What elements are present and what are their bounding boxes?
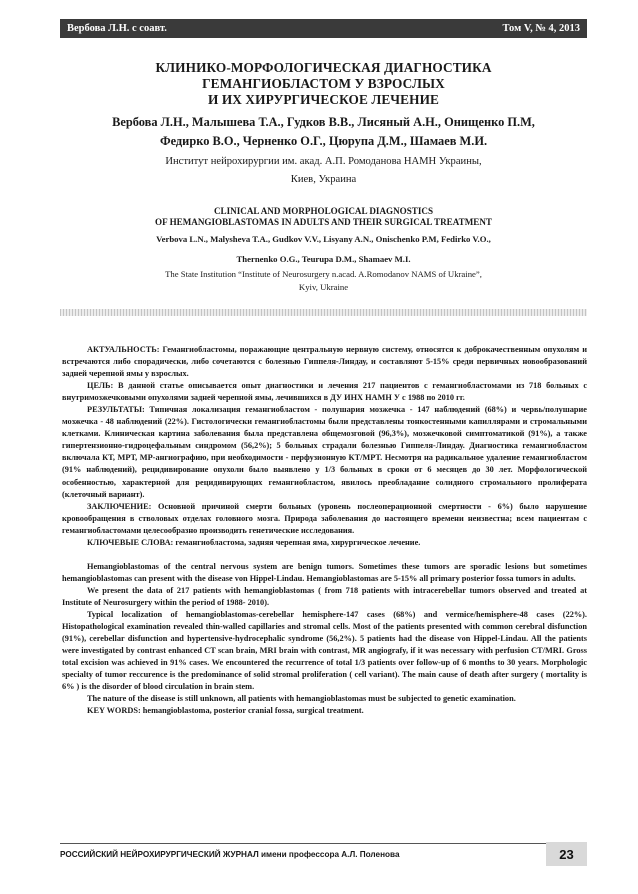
abstract-en-data: We present the data of 217 patients with hemangioblastomas ( from 718 patients with intracerebellar tumors observed and treated at Institute of Neurosurgery within the period of 1988- 2010). <box>62 585 587 607</box>
russian-title-line: И ИХ ХИРУРГИЧЕСКОЕ ЛЕЧЕНИЕ <box>208 92 439 107</box>
russian-institution-line: Киев, Украина <box>290 174 357 185</box>
russian-authors <box>60 113 587 151</box>
footer-journal-name: РОССИЙСКИЙ НЕЙРОХИРУРГИЧЕСКИЙ ЖУРНАЛ имени профессора А.Л. Поленова <box>60 850 400 859</box>
abstract-spacer <box>62 549 587 561</box>
abstract-ru-relevance: АКТУАЛЬНОСТЬ: Гемангиобластомы, поражающие центральную нервную систему, относятся к доброкачественным опухолям и встречаются либо спорадически, либо сочетаются с болезнью Гиппеля-Линдау, и составляют 5-15% среди первичных новообразований задней черепной ямы у взрослых. <box>62 345 587 379</box>
russian-title-line: КЛИНИКО-МОРФОЛОГИЧЕСКАЯ ДИАГНОСТИКА <box>155 60 492 75</box>
page-number: 23 <box>546 842 587 866</box>
abstract-en-keywords: KEY WORDS: hemangioblastoma, posterior cranial fossa, surgical treatment. <box>87 706 364 716</box>
english-institution <box>60 268 587 294</box>
english-title-line: CLINICAL AND MORPHOLOGICAL DIAGNOSTICS <box>213 206 434 216</box>
russian-authors-line: Вербова Л.Н., Малышева Т.А., Гудков В.В., Лисяный А.Н., Онищенко П.М, <box>112 115 535 129</box>
english-title-line: OF HEMANGIOBLASTOMAS IN ADULTS AND THEIR SURGICAL TREATMENT <box>155 217 492 227</box>
english-authors-line: Verbova L.N., Malysheva T.A., Gudkov V.V., Lisyany A.N., Onischenko P.M, Fedirko V.O., <box>156 234 491 244</box>
abstract-en-intro: Hemangioblastomas of the central nervous system are benign tumors. Sometimes these tumors are sporadic lesions but sometimes hemangioblastomas can present with the disease von Hippel-Lindau. Hemangioblastomas are 5-15% all primary posterior fossa tumors in adults. <box>62 561 587 583</box>
abstract-en-conclusion: The nature of the disease is still unknown, all patients with hemangioblastomas must be subjected to genetic examination. <box>87 694 516 704</box>
abstract-ru-keywords: КЛЮЧЕВЫЕ СЛОВА: гемангиобластома, задняя черепная яма, хирургическое лечение. <box>87 537 421 547</box>
running-header-authors: Вербова Л.Н. с соавт. <box>67 23 167 34</box>
russian-title-line: ГЕМАНГИОБЛАСТОМ У ВЗРОСЛЫХ <box>202 76 445 91</box>
english-authors-line: Thernenko O.G., Teurupa D.M., Shamaev M.I. <box>236 254 411 264</box>
russian-institution-line: Институт нейрохирургии им. акад. А.П. Ромоданова НАМН Украины, <box>165 156 482 167</box>
abstract-ru-results: РЕЗУЛЬТАТЫ: Типичная локализация гемангиобластом - полушария мозжечка - 147 наблюдений (68%) и червь/полушарие мозжечка - 48 наблюдений (22%). Гистологически гемангиобластомы были представлены тонкостенными капиллярами и стромальными клетками. Клиническая картина заболевания была представлена общемозговой (96,3%), мозжечковой симптоматикой (91%), а также гипертензионно-гидроцефальным синдромом (56,2%); 5 больных страдали болезнью Гиппеля-Линдау. Диагностика гемангиобластом включала КТ, МРТ, МР-ангиографию, при необходимости - перфузионную КТ/МРТ. Несмотря на радикальное удаление гемангиобластом (91% наблюдений), рецидивирование опухоли было выявлено у 1/3 больных в сроки от 6 месяцев до 30 лет. Морфологической особенностью, характерной для рецидивирующих гемангиобластом, явилось преобладание солидного стромального пролиферата (клеточный вариант). <box>62 405 587 499</box>
english-title <box>60 206 587 228</box>
english-authors <box>60 233 587 265</box>
abstract-ru-aim: ЦЕЛЬ: В данной статье описывается опыт диагностики и лечения 217 пациентов с гемангиобластомами из 718 больных с внутримозжечковыми опухолями задней черепной ямы, лечившихся в ДУ ИНХ НАМН У с 1988 по 2010 гг. <box>62 381 587 403</box>
russian-title <box>60 60 587 108</box>
running-header <box>60 19 587 38</box>
russian-authors-line: Федирко В.О., Черненко О.Г., Цюрупа Д.М., Шамаев М.И. <box>159 134 488 148</box>
section-divider <box>60 309 587 316</box>
abstract-en-results: Typical localization of hemangioblastomas-cerebellar hemisphere-147 cases (68%) and vermice/hemisphere-48 cases (22%). Histopathological examination revealed thin-walled capillaries and stromal cells. Most of the patients presented with common cerebral disfunction (91%), cerebellar disfunction and hypertensive-hydrocephalic syndrome (56,2%). 5 patients had the disease von Hippel-Lindau. All the patients were investigated by contrast enhanced CT scan brain, MRI brain with contrast, MR angiografy, if it was necessary with perfusion CT/MRI. Gross total excision was achieved in 91% cases. We encountered the recurrence of total 1/3 patients over follow-up of 6 months to 30 years. Morphologic specialty of tumor reccurence is the predominance of solid stromal proliferation ( cell variant). The main cause of death after surgery ( mortality is 6% ) is the disorder of blood circulation in brain stem. <box>62 609 587 692</box>
abstract <box>62 344 587 717</box>
abstract-ru-conclusion: ЗАКЛЮЧЕНИЕ: Основной причиной смерти больных (уровень послеоперационной смертности - 6%) было нарушение кровообращения в стволовых отделах головного мозга. Природа заболевания до настоящего времени неизвестна; всем пациентам с гемангиобластомами целесообразно производить генетические исследования. <box>62 501 587 535</box>
running-header-issue: Том V, № 4, 2013 <box>502 23 580 34</box>
footer-divider <box>60 843 587 844</box>
english-institution-line: The State Institution “Institute of Neurosurgery n.acad. A.Romodanov NAMS of Ukraine”, <box>165 269 482 279</box>
english-institution-line: Kyiv, Ukraine <box>298 282 349 292</box>
russian-institution <box>60 153 587 189</box>
